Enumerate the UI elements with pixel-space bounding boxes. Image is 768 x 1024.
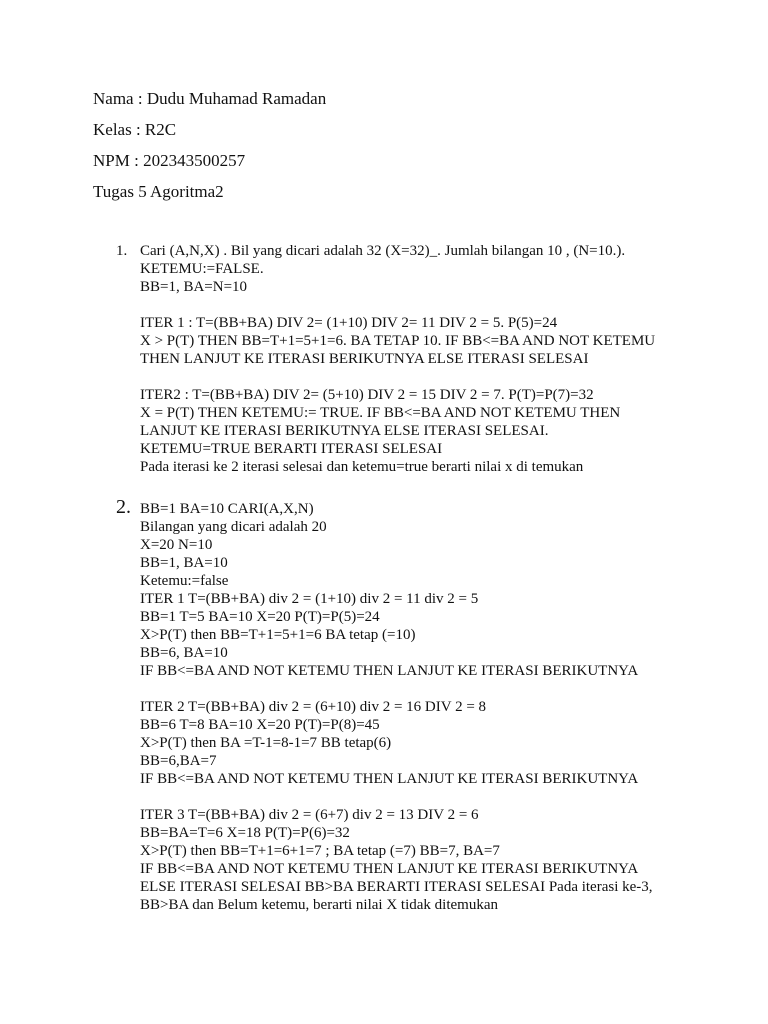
item-2-line: X>P(T) then BB=T+1=6+1=7 ; BA tetap (=7) BB=7, BA=7	[140, 843, 500, 859]
item-1-line: ITER 1 : T=(BB+BA) DIV 2= (1+10) DIV 2= 11 DIV 2 = 5. P(5)=24	[140, 315, 558, 331]
item-2-line: BB=6 T=8 BA=10 X=20 P(T)=P(8)=45	[140, 717, 380, 733]
item-2-line: X>P(T) then BB=T+1=5+1=6 BA tetap (=10)	[140, 627, 416, 643]
student-npm: NPM : 202343500257	[93, 151, 246, 170]
item-2-line: BB=6,BA=7	[140, 753, 217, 769]
item-2-line: BB>BA dan Belum ketemu, berarti nilai X tidak ditemukan	[140, 897, 498, 913]
item-2-line: ITER 1 T=(BB+BA) div 2 = (1+10) div 2 = 11 div 2 = 5	[140, 591, 479, 607]
item-2-line: BB=6, BA=10	[140, 645, 228, 661]
item-2-number: 2.	[116, 496, 131, 518]
item-2-line: ITER 2 T=(BB+BA) div 2 = (6+10) div 2 = 16 DIV 2 = 8	[140, 699, 487, 715]
item-1-line: BB=1, BA=N=10	[140, 279, 248, 295]
item-2-body	[140, 500, 700, 914]
item-2-line: X=20 N=10	[140, 537, 213, 553]
item-1-line: ITER2 : T=(BB+BA) DIV 2= (5+10) DIV 2 = 15 DIV 2 = 7. P(T)=P(7)=32	[140, 387, 594, 403]
item-2-line: BB=BA=T=6 X=18 P(T)=P(6)=32	[140, 825, 350, 841]
item-1-line: LANJUT KE ITERASI BERIKUTNYA ELSE ITERASI SELESAI.	[140, 423, 549, 439]
item-2-line: ELSE ITERASI SELESAI BB>BA BERARTI ITERASI SELESAI Pada iterasi ke-3,	[140, 879, 653, 895]
item-1-line: X = P(T) THEN KETEMU:= TRUE. IF BB<=BA AND NOT KETEMU THEN	[140, 405, 621, 421]
item-1-line: X > P(T) THEN BB=T+1=5+1=6. BA TETAP 10. IF BB<=BA AND NOT KETEMU	[140, 333, 656, 349]
item-2-line: ITER 3 T=(BB+BA) div 2 = (6+7) div 2 = 13 DIV 2 = 6	[140, 807, 479, 823]
item-2-line: Ketemu:=false	[140, 573, 229, 589]
item-2-line: X>P(T) then BA =T-1=8-1=7 BB tetap(6)	[140, 735, 392, 751]
item-1-number: 1.	[116, 243, 128, 259]
item-2-line: IF BB<=BA AND NOT KETEMU THEN LANJUT KE ITERASI BERIKUTNYA	[140, 771, 639, 787]
blank-line	[140, 368, 700, 386]
item-2-line: BB=1 BA=10 CARI(A,X,N)	[140, 501, 314, 517]
item-2-line: IF BB<=BA AND NOT KETEMU THEN LANJUT KE ITERASI BERIKUTNYA	[140, 663, 639, 679]
blank-line	[140, 296, 700, 314]
student-name: Nama : Dudu Muhamad Ramadan	[93, 89, 327, 108]
blank-line	[140, 680, 700, 698]
student-class: Kelas : R2C	[93, 120, 177, 139]
item-1-line: Cari (A,N,X) . Bil yang dicari adalah 32 (X=32)_. Jumlah bilangan 10 , (N=10.).	[140, 243, 626, 259]
item-1-line: THEN LANJUT KE ITERASI BERIKUTNYA ELSE ITERASI SELESAI	[140, 351, 589, 367]
item-2-line: BB=1 T=5 BA=10 X=20 P(T)=P(5)=24	[140, 609, 380, 625]
task-title: Tugas 5 Agoritma2	[93, 182, 224, 201]
item-2-line: Bilangan yang dicari adalah 20	[140, 519, 327, 535]
item-2-line: BB=1, BA=10	[140, 555, 228, 571]
item-2-line: IF BB<=BA AND NOT KETEMU THEN LANJUT KE ITERASI BERIKUTNYA	[140, 861, 639, 877]
item-1-line: KETEMU:=FALSE.	[140, 261, 264, 277]
item-1-line: Pada iterasi ke 2 iterasi selesai dan ketemu=true berarti nilai x di temukan	[140, 459, 584, 475]
item-1-body	[140, 242, 700, 476]
blank-line	[140, 788, 700, 806]
item-1-line: KETEMU=TRUE BERARTI ITERASI SELESAI	[140, 441, 443, 457]
